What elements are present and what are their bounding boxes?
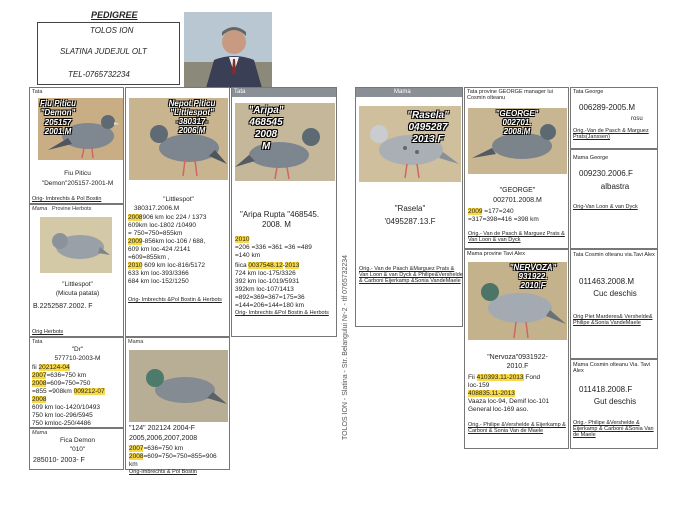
right-2-color: Cuc deschis: [593, 289, 637, 298]
right-3-ring: 011418.2008.F: [579, 385, 633, 394]
gp-mama-mama-box: [464, 249, 569, 449]
ggp4-sub: "010": [69, 446, 86, 453]
mama-label: Mama: [394, 89, 411, 95]
ggp2-label: Mama: [32, 206, 48, 212]
gp-mt-ring: 002701.2008.M: [493, 197, 542, 204]
tata-fiica-prefix: fiica: [235, 262, 247, 269]
mama-bar: [356, 88, 462, 97]
mama-box: [355, 87, 463, 327]
ggp4-box: [29, 428, 124, 470]
gp-tt-l5: =609=855km ,: [128, 254, 170, 261]
right-1-color: albastra: [600, 182, 630, 191]
tata-2010: 2010: [235, 236, 250, 243]
tata-fiica-1: 392 km loc-1019/5931: [235, 278, 300, 285]
tata-fiica-3: =892=369=367=175=36: [235, 294, 305, 301]
pedigree-title: PEDIGREE: [91, 10, 138, 20]
ggp1-ring: "Demon"205157-2001-M: [41, 180, 114, 187]
ggp3-tata-label: Tata: [32, 339, 43, 345]
tata-results-1: =140 km: [235, 252, 261, 259]
tata-name: "Aripa Rupta "468545.: [240, 210, 320, 219]
gp-tm-l3: km: [129, 461, 138, 468]
ggp3-name: "Dr": [71, 346, 84, 353]
gp-tata-tata-ring: 380317.2006.M: [134, 205, 180, 212]
mama-photo-title: "Rasela": [407, 110, 449, 121]
right-0-ring: 006289-2005.M: [579, 103, 636, 112]
ggp3-fii-ring: 202124-04: [38, 364, 70, 371]
ggp3-2008-line: [32, 380, 90, 387]
gp-mm-ring: 2010.F: [506, 363, 529, 370]
gp-mt-l2009: =177=240: [484, 208, 514, 215]
ggp2-sub: (Micuta patata): [55, 290, 100, 297]
gp-mt-header: Tata provine GEORGE manager lui Cosmin olteanu: [467, 89, 553, 102]
ggp1-photo-ring: 205157: [44, 118, 72, 127]
right-0-header: Tata George: [573, 89, 604, 95]
gp-tm-2007-line: [129, 445, 183, 452]
owner-photo: [184, 12, 272, 88]
gp-mt-2009-line: [468, 208, 514, 215]
ggp2-box: [29, 204, 124, 337]
ggp3-fii2: 009212-07: [73, 388, 105, 395]
gp-mm-name: "Nervoza"0931922-: [487, 354, 548, 361]
gp-tata-tata-photo-title: Nepot Piticu: [168, 99, 216, 108]
gp-tt-2008-line: [128, 214, 206, 221]
gp-tt-l7: 684 km loc-152/1250: [128, 278, 189, 285]
ggp4-ring: 285010- 2003- F: [33, 457, 85, 464]
ggp4-label: Mama: [32, 430, 48, 436]
gp-tt-2009-line: [128, 238, 205, 245]
gp-tata-mama-box: [125, 337, 230, 475]
right-2-header: Tata Cosmin olteanu via.Tavi Alex: [573, 252, 655, 258]
ggp3-y2008b-line: [32, 396, 46, 403]
gp-tt-2010-line: [128, 262, 205, 269]
gp-mm-fii1: 410393.11-2013: [476, 374, 524, 381]
gp-tm-orig: Orig-Imbrechts & Pol Bostin: [129, 469, 197, 475]
tata-fiica-0: 724 km loc-175/3326: [235, 270, 296, 277]
mama-photo-ring: 0495287: [408, 122, 448, 133]
gp-mm-l3: General loc-169 aso.: [468, 406, 529, 413]
ggp3-l5: 750 km loc-296/5945: [32, 412, 93, 419]
gp-tt-l3: = 750=750=855km: [128, 230, 183, 237]
ggp3-l3: =855 =908km: [32, 388, 72, 395]
gp-tata-mama-photo: [129, 350, 228, 422]
gp-tt-l2008: 906 km loc 224 / 1373: [142, 214, 207, 221]
ggp3-fii-prefix: fii: [32, 364, 37, 371]
ggp1-orig: Orig- Imbrechts & Pol Bostin: [32, 196, 102, 202]
gp-tm-2008-line: [129, 453, 217, 460]
gp-tt-l2009: -856km loc-106 / 688,: [142, 238, 206, 245]
ggp3-ring: 577710-2003-M: [54, 355, 101, 362]
mama-name: "Rasela": [394, 204, 426, 213]
right-1-ring: 009230.2006.F: [579, 169, 633, 178]
tata-fiica-2: 392km loc-107/1413: [235, 286, 294, 293]
gp-tt-l2: 609km loc-1802 /10490: [128, 222, 196, 229]
ggp3-l3-line: [32, 388, 105, 395]
gp-mama-tata-box: [464, 87, 569, 249]
owner-name: TOLOS ION: [90, 26, 134, 35]
right-box-0: [570, 87, 658, 149]
gp-tm-years: 2005,2006,2007,2008: [129, 435, 198, 442]
ggp4-name: Fica Demon: [59, 437, 96, 444]
ggp3-2007-line: [32, 372, 86, 379]
ggp2-orig: Orig Herbots: [32, 329, 64, 335]
gp-tata-tata-name: "Littlespot": [163, 196, 194, 203]
ggp1-photo-title: Fiu Piticu: [40, 99, 76, 108]
ggp3-box: [29, 337, 124, 428]
right-box-2: [570, 249, 658, 359]
owner-phone: TEL-0765732234: [68, 70, 130, 79]
gp-mt-photo-title: "GEORGE": [495, 109, 539, 118]
gp-tm-name: "124" 202124 2004-F: [129, 425, 196, 432]
gp-mt-y2009: 2009: [468, 208, 483, 215]
gp-tata-tata-photo-year: 2006.M: [178, 126, 206, 135]
right-0-orig: Orig.-Van de Pasch & Marguez Prats(Janssen): [573, 128, 649, 141]
tata-photo-sex: M: [261, 141, 271, 152]
mama-orig: Orig.- Van de Pasch &Marguez Prats & Van Loon & van Dyck & Philipe&Vershelde & Carboni Eijerkamp &Sonia VandeMaele: [359, 266, 463, 285]
right-3-header: Mama Cosmin olteanu Via. Tavi Alex: [573, 362, 651, 375]
gp-tt-l2010: 609 km loc-816/5172: [144, 262, 205, 269]
ggp1-photo-sub: "Demon": [40, 108, 76, 117]
tata-fiica-ring: 0037548.12: [248, 262, 283, 269]
gp-mt-photo-year: 2008.M: [503, 127, 531, 136]
right-3-orig: Orig.- Philipe &Vershelde & Eijerkamp & Carboni &Sonia Van de Maele: [573, 420, 654, 439]
right-box-1: [570, 149, 658, 249]
ggp2-name: "Littlespot": [62, 281, 93, 288]
tata-photo-year: 2008: [254, 129, 278, 140]
gp-mt-name: "GEORGE": [499, 187, 536, 194]
gp-tt-y2009: 2009: [128, 238, 143, 245]
right-1-header: Mama George: [573, 155, 609, 161]
gp-mm-l1: loc-159: [468, 382, 490, 389]
tata-fiica-line: fiica 0037548.12-2013: [235, 262, 300, 269]
ggp1-photo-year: 2001.M: [44, 127, 72, 136]
tata-bar: [232, 88, 336, 97]
right-3-color: Gut deschis: [593, 397, 637, 406]
tata-fiica-year: 2013: [284, 262, 300, 269]
ggp2-provine: Provine Herbots: [52, 206, 92, 212]
right-0-color: rosu: [631, 116, 643, 122]
right-2-ring: 011463.2008.M: [579, 277, 635, 286]
gp-mm-photo-year: 2010.F: [520, 281, 546, 290]
gp-tt-l4: 609 km loc-424 /2141: [128, 246, 191, 253]
gp-tm-y2008: 2008: [129, 453, 144, 460]
ggp3-l6: 750 kmloc-250/4486: [32, 420, 91, 427]
gp-tata-tata-photo-ring: -380317-: [175, 117, 209, 126]
mama-photo-year: 2013.F: [412, 134, 444, 145]
gp-tata-tata-box: [125, 87, 230, 337]
gp-mm-l2: Vaaza loc-94, Demif loc-101: [468, 398, 550, 405]
right-2-orig: Orig Piet Marderes& Vershelde& Philipe &Sonia VandeMaele: [573, 314, 653, 327]
gp-mm-header: Mama provine Tavi Alex: [467, 251, 525, 257]
vertical-owner-text: TOLOS ION - Slatina - Str. Belangului Nr-2 - tlf 0765732234: [342, 254, 349, 440]
ggp2-ring: B.2252587.2002. F: [33, 303, 93, 310]
ggp3-y2007: 2007: [32, 372, 47, 379]
ggp1-tata-label: Tata: [32, 89, 43, 95]
tata-box: [231, 87, 337, 337]
ggp3-l2007: =636=750 km: [46, 372, 87, 379]
ggp3-l2008: =609=750=750: [46, 380, 91, 387]
ggp1-name: Fiu Piticu: [64, 170, 91, 177]
right-box-3: [570, 359, 658, 449]
gp-mm-fii-prefix: Fii: [468, 374, 475, 381]
tata-label: Tata: [234, 89, 246, 95]
tata-photo-ring: 468545: [249, 117, 283, 128]
ggp3-l4: 609 km loc-1420/10493: [32, 404, 100, 411]
mama-ring: '0495287.13.F: [384, 217, 436, 226]
gp-tt-y2010: 2010: [128, 262, 143, 269]
gp-tata-mama-label: Mama: [128, 339, 144, 345]
gp-mt-orig: Orig.- Van de Pasch & Marguez Prats & Van Loon & van Dyck: [468, 231, 565, 244]
gp-tt-l6: 633 km loc-393/3366: [128, 270, 189, 277]
tata-photo-title: "Aripa": [248, 105, 284, 116]
ggp3-y2008b: 2008: [32, 396, 47, 403]
gp-tt-y2008: 2008: [128, 214, 143, 221]
gp-mm-photo-title: "NERVOZA": [509, 263, 557, 272]
gp-tt-orig: Orig- Imbrechts &Pol Bostin & Herbots: [128, 297, 222, 303]
gp-mm-fii2: 408835.11-2013: [468, 390, 515, 397]
ggp2-photo: [40, 217, 112, 273]
gp-mm-fii1-line: [468, 374, 540, 381]
gp-mt-l2: =317=398=416 =398 km: [468, 216, 539, 223]
tata-fiica-4: =144=206=144=180 km: [235, 302, 305, 309]
tata-ring: 2008. M: [262, 220, 291, 229]
ggp1-box: [29, 87, 124, 204]
tata-results-0: =206 =336 =361 =36 =489: [235, 244, 312, 251]
right-1-orig: Orig-Van Loon & van Dyck: [573, 204, 638, 210]
tata-orig: Orig- Imbrechts &Pol Bostin & Herbots: [235, 310, 329, 316]
gp-tm-l2008: =609=750=750=855=906: [143, 453, 217, 460]
gp-tm-l2007: =636=750 km: [143, 445, 184, 452]
gp-tata-tata-photo-sub: "Littlespot": [170, 108, 214, 117]
gp-mm-fii1-suffix: Fond: [525, 374, 541, 381]
gp-mm-photo-ring: 931922.: [518, 272, 548, 281]
gp-mm-orig: Orig.- Philipe &Vershelde & Eijerkamp & Carboni & Sonia Van de Maele: [468, 422, 566, 435]
gp-tm-y2007: 2007: [129, 445, 144, 452]
gp-mt-photo-ring: 002701.: [502, 118, 532, 127]
owner-location: SLATINA JUDEJUL OLT: [60, 47, 147, 56]
ggp3-fii-line: [32, 364, 70, 371]
ggp3-y2008: 2008: [32, 380, 47, 387]
